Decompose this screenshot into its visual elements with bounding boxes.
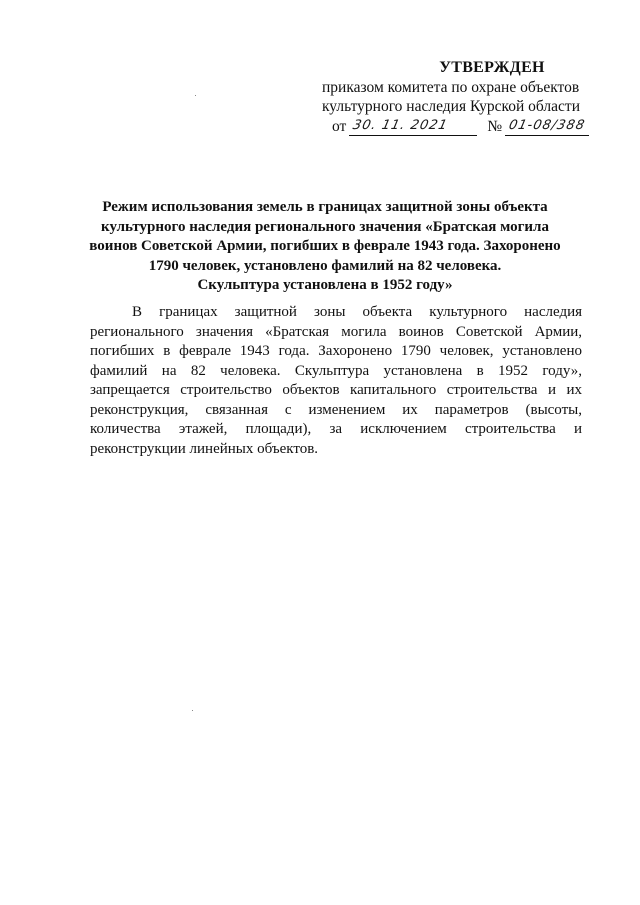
body-line: количества этажей, площади), за исключением строительства и (90, 421, 582, 437)
approval-date-number-line (322, 117, 602, 136)
body-line: реконструкция, связанная с изменением их параметров (высоты, (90, 401, 582, 418)
number-handwritten: 01-08/388 (507, 118, 587, 133)
body-line: фамилий на 82 человека. Скульптура установлена в 1952 году», (90, 362, 582, 379)
approval-stamp-block (322, 58, 602, 136)
date-prefix: от (332, 118, 347, 135)
body-paragraph (90, 303, 582, 459)
heading-line: Режим использования земель в границах защитной зоны объекта (102, 199, 548, 215)
heading-line: культурного наследия регионального значения «Братская могила (101, 218, 549, 235)
body-line: реконструкции линейных объектов. (90, 440, 319, 457)
scan-speck (195, 95, 196, 96)
body-line: погибших в феврале 1943 года. Захоронено 1790 человек, установлено (90, 343, 582, 359)
date-handwritten: 30. 11. 2021 (351, 118, 450, 133)
body-line: запрещается строительство объектов капитального строительства и их (90, 382, 582, 398)
date-field (349, 119, 477, 136)
heading-line: воинов Советской Армии, погибших в феврале 1943 года. Захоронено (89, 238, 561, 254)
approval-line-2: культурного наследия Курской области (322, 98, 580, 115)
number-field (505, 119, 589, 136)
approval-line-1: приказом комитета по охране объектов (322, 79, 580, 96)
document-heading (86, 198, 564, 296)
body-line: В границах защитной зоны объекта культурного наследия (132, 304, 582, 320)
approval-title: УТВЕРЖДЕН (439, 59, 545, 76)
number-prefix: № (487, 118, 503, 135)
heading-line: 1790 человек, установлено фамилий на 82 человека. (148, 257, 502, 274)
heading-line: Скульптура установлена в 1952 году» (197, 277, 453, 293)
scan-speck (192, 710, 193, 711)
body-line: регионального значения «Братская могила воинов Советской Армии, (90, 323, 582, 340)
